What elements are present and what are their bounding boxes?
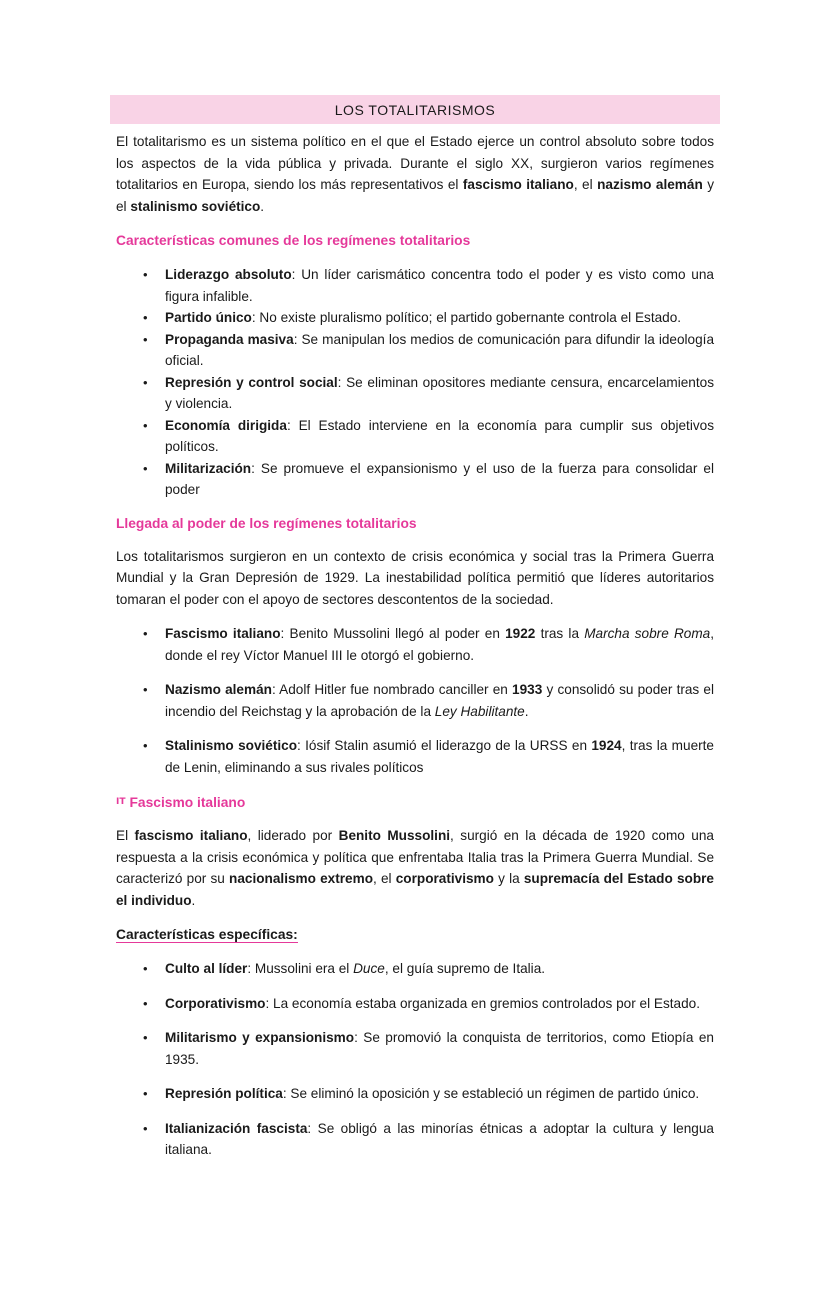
fascism-bold: nacionalismo extremo — [229, 871, 373, 886]
fascism-bold: corporativismo — [395, 871, 494, 886]
item-text: , el guía supremo de Italia. — [384, 961, 546, 976]
title-banner — [110, 95, 720, 124]
list-item — [116, 264, 714, 307]
list-item — [116, 329, 714, 372]
list-item — [116, 458, 714, 501]
bullet-icon: • — [143, 1086, 148, 1101]
fascism-bold: fascismo italiano — [134, 828, 248, 843]
item-text: tras la — [535, 626, 585, 641]
list-item — [116, 1118, 714, 1161]
fascism-text: . — [191, 892, 196, 908]
list-item — [116, 958, 714, 980]
item-term: Represión política — [165, 1086, 283, 1101]
fascism-bold: Benito Mussolini — [338, 828, 451, 843]
section-heading-arrival: Llegada al poder de los regímenes totalitarios — [116, 515, 417, 531]
item-text: : Benito Mussolini llegó al poder en — [280, 626, 506, 641]
list-item — [116, 1027, 714, 1070]
item-term: Militarización — [165, 460, 252, 476]
common-features-list — [116, 264, 714, 501]
item-term: Propaganda masiva — [165, 331, 294, 347]
list-item — [116, 415, 714, 458]
bullet-icon: • — [143, 626, 148, 641]
bullet-icon: • — [143, 738, 148, 753]
fascism-text: , liderado por — [247, 828, 339, 843]
fascism-text: , el — [373, 871, 396, 886]
list-item — [116, 993, 714, 1015]
item-text: : Adolf Hitler fue nombrado canciller en — [271, 682, 513, 697]
specific-heading-text: Características específicas: — [116, 927, 298, 942]
bullet-icon: • — [143, 460, 148, 476]
bullet-icon: • — [143, 1120, 148, 1136]
item-text: y consolidó su poder tras el incendio del Reichstag y la aprobación de la — [165, 682, 714, 719]
fascism-heading-text: Fascismo italiano — [129, 795, 246, 810]
item-italic: Marcha sobre Roma — [584, 626, 711, 641]
specific-features-list — [116, 958, 714, 1161]
item-text: : Se promueve el expansionismo y el uso de la fuerza para consolidar el poder — [165, 460, 714, 497]
item-term: Militarismo y expansionismo — [165, 1030, 355, 1045]
item-text: : Se obligó a las minorías étnicas a adoptar la cultura y lengua italiana. — [165, 1120, 714, 1157]
intro-text: , el — [573, 177, 598, 192]
arrival-paragraph: Los totalitarismos surgieron en un contexto de crisis económica y social tras la Primera Guerra Mundial y la Gran Depresión de 1929. La inestabilidad política permitió que líderes autoritarios tomaran el poder con el apoyo de sectores descontentos de la sociedad. — [116, 548, 714, 607]
item-term: Culto al líder — [165, 961, 248, 976]
item-text: : El Estado interviene en la economía para cumplir sus objetivos políticos. — [165, 417, 714, 454]
list-item — [116, 307, 714, 329]
item-term: Nazismo alemán — [165, 682, 272, 697]
item-year: 1924 — [591, 738, 622, 753]
intro-text: . — [260, 198, 265, 214]
intro-text: El totalitarismo es un sistema político en el que el Estado ejerce un control absoluto sobre todos los aspectos de la vida pública y privada. Durante el siglo XX, surgieron varios regímenes totalitarios en Europa, siendo los más representativos el — [116, 134, 714, 192]
item-year: 1933 — [512, 682, 543, 697]
item-text: : Un líder carismático concentra todo el poder y es visto como una figura infalible. — [165, 267, 714, 304]
bullet-icon: • — [143, 995, 148, 1011]
item-text: : Se eliminan opositores mediante censura, encarcelamientos y violencia. — [165, 374, 714, 411]
page-title: LOS TOTALITARISMOS — [334, 101, 496, 118]
bullet-icon: • — [143, 310, 148, 325]
item-text: : Mussolini era el — [247, 961, 354, 976]
item-text: : La economía estaba organizada en gremios controlados por el Estado. — [265, 995, 700, 1011]
fascism-text: y la — [493, 871, 524, 886]
bullet-icon: • — [143, 331, 148, 347]
arrival-list — [116, 623, 714, 778]
bullet-icon: • — [143, 961, 148, 976]
specific-features-heading — [116, 924, 714, 945]
item-term: Economía dirigida — [165, 417, 287, 433]
italy-flag-icon: IT — [116, 797, 126, 807]
bullet-icon: • — [143, 1030, 148, 1045]
intro-bold: nazismo alemán — [597, 177, 703, 192]
item-text: , donde el rey Víctor Manuel III le otorgó el gobierno. — [165, 626, 715, 663]
item-term: Represión y control social — [165, 374, 338, 390]
list-item — [116, 372, 714, 415]
bullet-icon: • — [143, 267, 148, 282]
bullet-icon: • — [143, 417, 148, 433]
list-item — [116, 735, 714, 778]
intro-bold: fascismo italiano — [462, 177, 574, 192]
item-italic: Duce — [353, 961, 385, 976]
item-text: : Iósif Stalin asumió el liderazgo de la URSS en — [297, 738, 592, 753]
item-text: , tras la muerte de Lenin, eliminando a sus rivales políticos — [165, 738, 714, 775]
list-item — [116, 679, 714, 722]
item-italic: Ley Habilitante — [434, 703, 525, 719]
list-item — [116, 1083, 714, 1105]
bullet-icon: • — [143, 682, 148, 697]
section-heading-common: Características comunes de los regímenes totalitarios — [116, 233, 471, 248]
fascism-bold: supremacía del Estado sobre el individuo — [116, 871, 714, 908]
item-text: : No existe pluralismo político; el partido gobernante controla el Estado. — [251, 310, 682, 325]
item-term: Partido único — [165, 310, 252, 325]
item-text: . — [524, 703, 529, 719]
item-text: : Se manipulan los medios de comunicación para difundir la ideología oficial. — [165, 331, 714, 368]
item-term: Liderazgo absoluto — [165, 267, 292, 282]
item-text: : Se eliminó la oposición y se estableció un régimen de partido único. — [282, 1086, 700, 1101]
document-page — [110, 95, 720, 1174]
fascism-text: El — [116, 828, 135, 843]
document-body — [110, 131, 720, 1161]
intro-bold: stalinismo soviético — [130, 198, 261, 214]
bullet-icon: • — [143, 374, 148, 390]
fascism-text: , surgió en la década de 1920 como una respuesta a la crisis económica y política que enfrentaba Italia tras la Primera Guerra Mundial. Se caracterizó por su — [116, 828, 714, 886]
fascism-paragraph — [116, 825, 714, 911]
section-heading-fascism — [116, 792, 714, 813]
list-item — [116, 623, 714, 666]
intro-paragraph — [116, 131, 714, 217]
item-term: Corporativismo — [165, 995, 266, 1011]
intro-text: y el — [116, 177, 715, 214]
item-term: Italianización fascista — [165, 1120, 308, 1136]
item-text: : Se promovió la conquista de territorios, como Etiopía en 1935. — [165, 1030, 714, 1067]
item-term: Fascismo italiano — [165, 626, 281, 641]
item-year: 1922 — [505, 626, 536, 641]
item-term: Stalinismo soviético — [165, 738, 298, 753]
